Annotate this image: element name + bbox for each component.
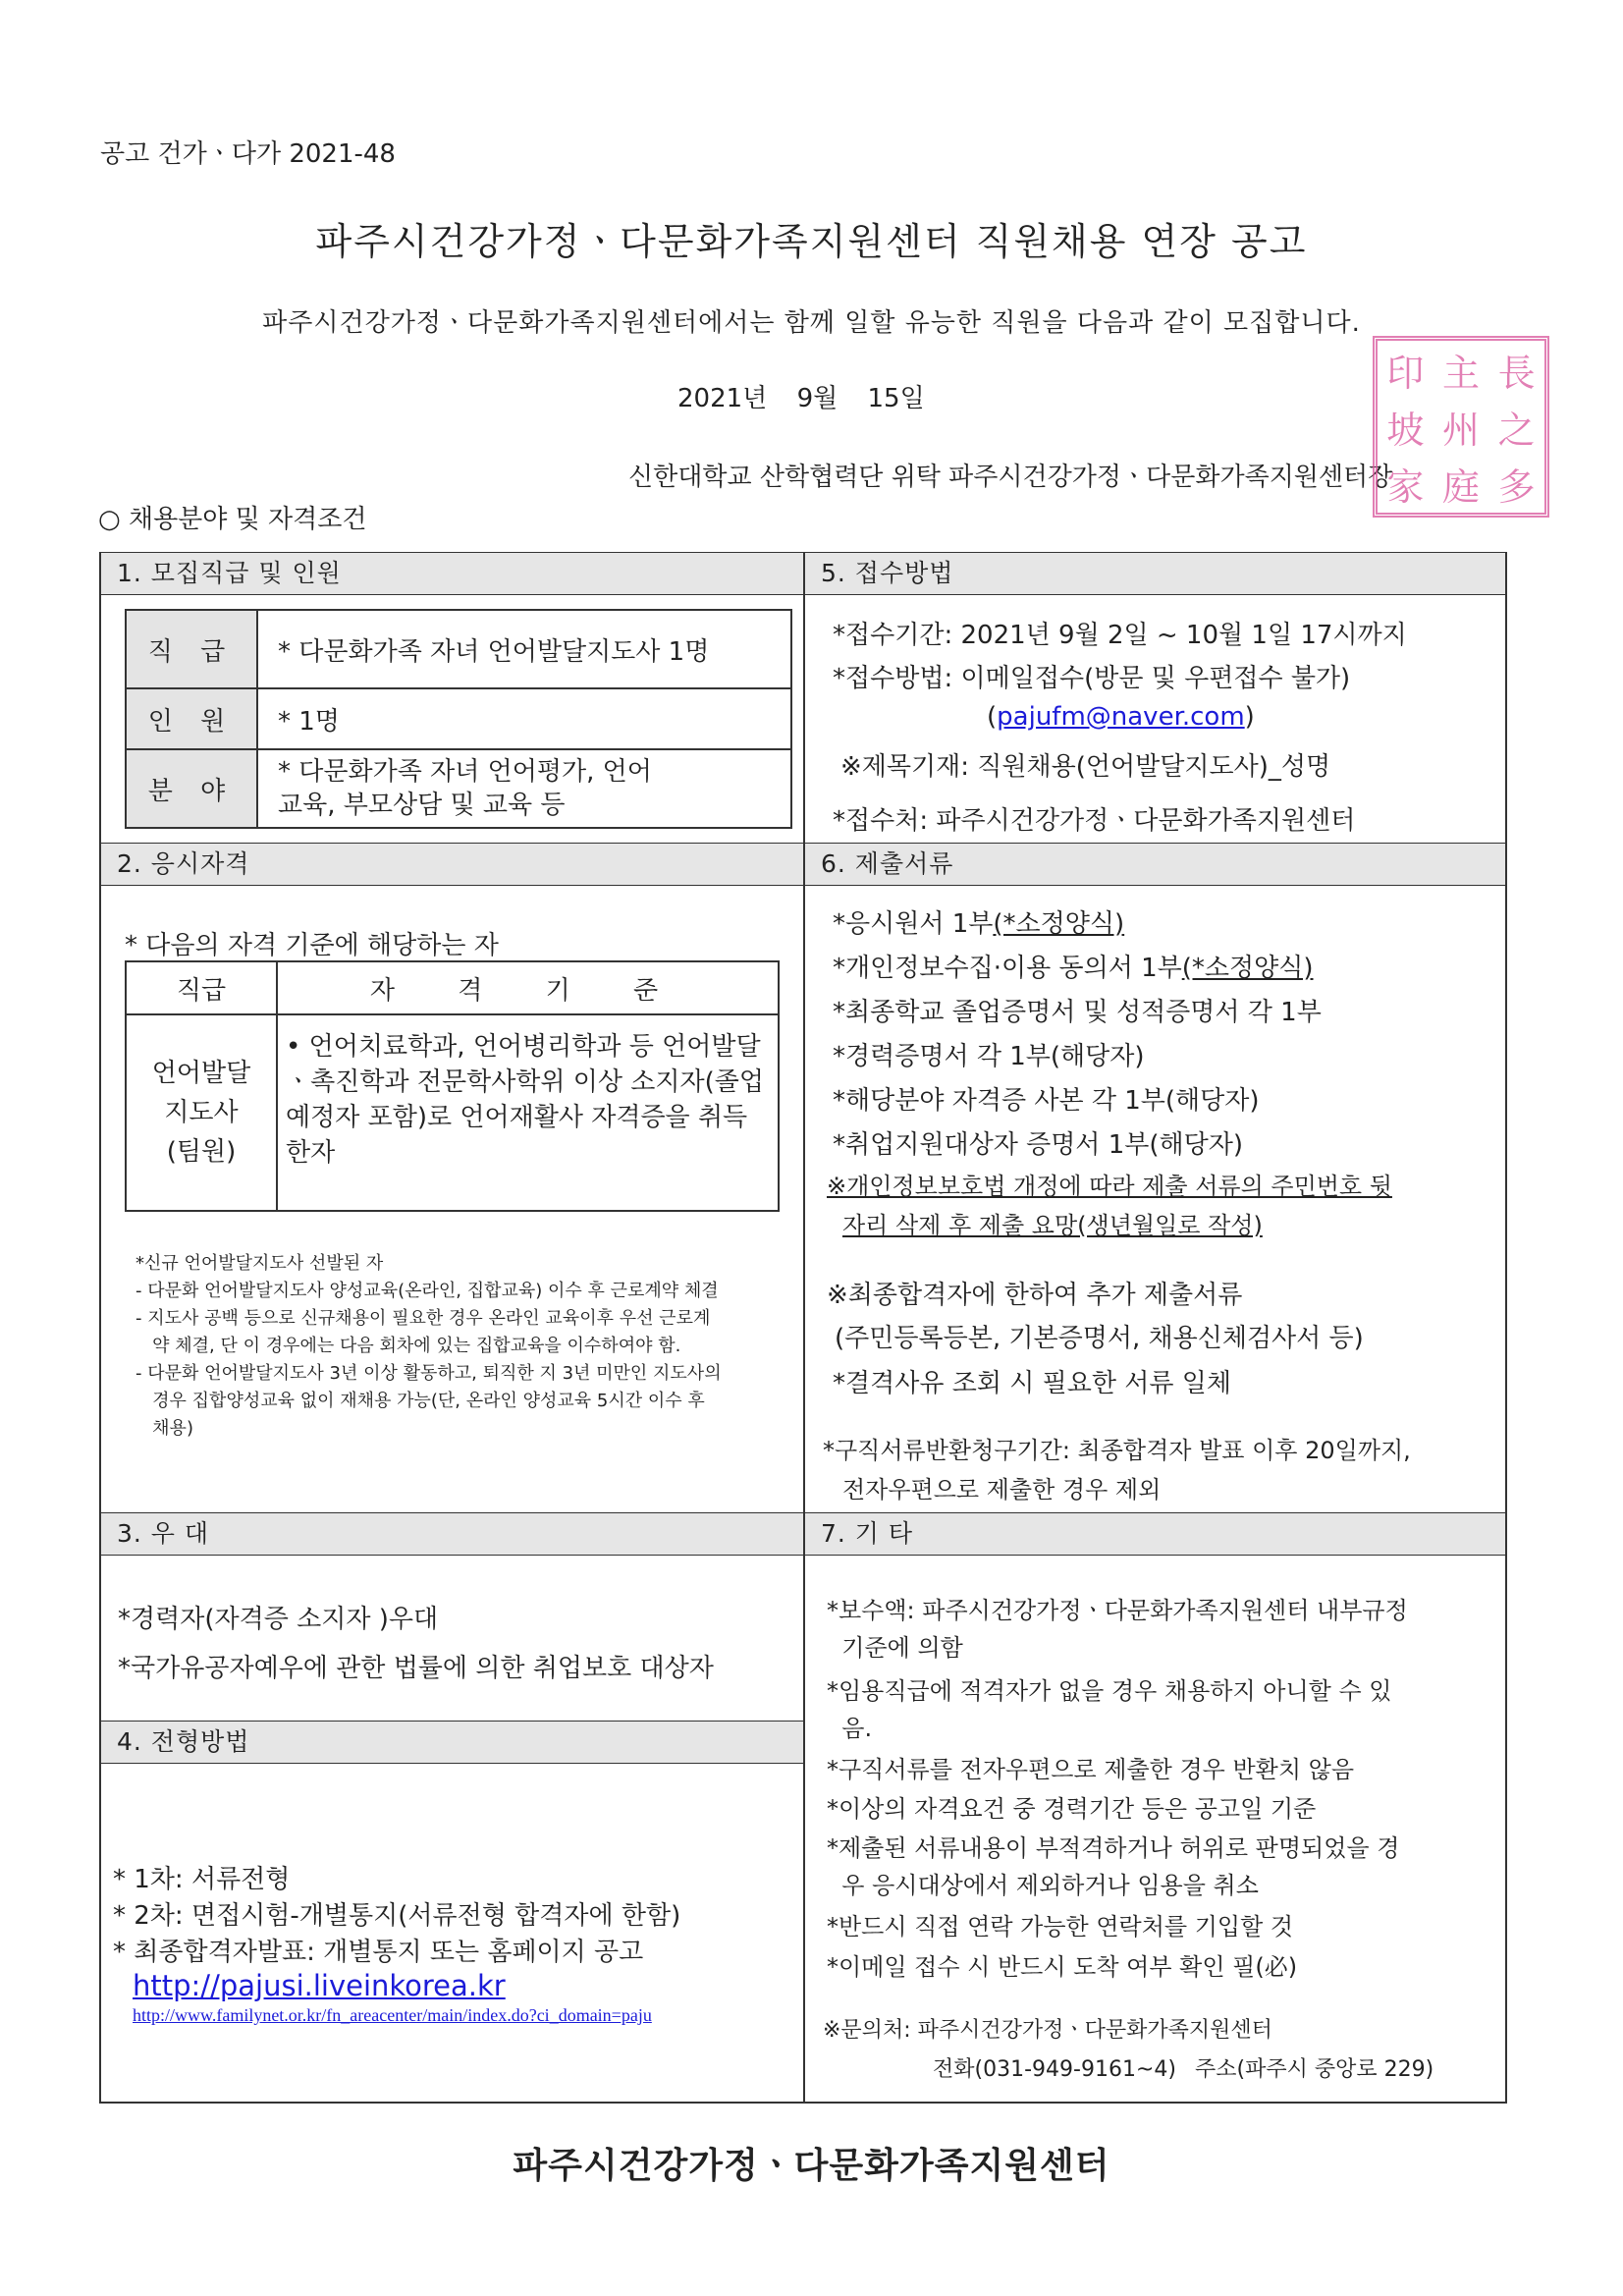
table-row (126, 688, 791, 749)
criteria-cell: • 언어치료학과, 언어병리학과 등 언어발달ㆍ촉진학과 전문학사학위 이상 소지자(졸업예정자 포함)로 언어재활사 자격증을 취득한자 (277, 1014, 779, 1211)
misc-item: *이상의 자격요건 중 경력기간 등은 공고일 기준 (827, 1795, 1317, 1823)
document-item: *해당분야 자격증 사본 각 1부(해당자) (833, 1086, 1260, 1116)
final-docs-list: (주민등록등본, 기본증명서, 채용신체검사서 등) (835, 1324, 1364, 1353)
misc-item: *구직서류를 전자우편으로 제출한 경우 반환치 않음 (827, 1756, 1355, 1783)
seal-char: 坡 (1386, 408, 1425, 452)
preference-item: *경력자(자격증 소지자 )우대 (118, 1605, 439, 1634)
notice-date (677, 378, 947, 414)
seal-char: 州 (1441, 408, 1480, 452)
official-seal-stamp (1373, 336, 1549, 518)
document-item (833, 948, 1314, 984)
date-year: 2021년 (677, 384, 768, 413)
sec5-header: 5. 접수방법 (805, 553, 1505, 594)
screening-step: * 1차: 서류전형 (113, 1865, 291, 1894)
date-month: 9월 (796, 384, 839, 413)
sec7-header: 7. 기 타 (805, 1513, 1505, 1555)
table-row (126, 610, 791, 688)
column-divider (803, 552, 805, 2104)
sec1-header: 1. 모집직급 및 인원 (101, 553, 803, 594)
notice-number: 공고 건가ㆍ다가 2021-48 (100, 139, 396, 169)
row-key: 인 원 (126, 688, 257, 749)
note-line: - 지도사 공백 등으로 신규채용이 필요한 경우 온라인 교육이후 우선 근로계 (135, 1308, 711, 1329)
application-method: *접수방법: 이메일접수(방문 및 우편접수 불가) (833, 664, 1351, 693)
seal-char: 印 (1386, 351, 1425, 395)
screening-step: * 2차: 면접시험-개별통지(서류전형 합격자에 한함) (113, 1901, 681, 1931)
misc-item: *이메일 접수 시 반드시 도착 여부 확인 필(必) (827, 1953, 1298, 1981)
return-period: *구직서류반환청구기간: 최종합격자 발표 이후 20일까지, (823, 1437, 1411, 1464)
document-item: *경력증명서 각 1부(해당자) (833, 1042, 1145, 1071)
row-value: * 다문화가족 자녀 언어발달지도사 1명 (257, 610, 791, 688)
misc-item: *임용직급에 적격자가 없을 경우 채용하지 아니할 수 있 (827, 1677, 1392, 1705)
row-value: * 다문화가족 자녀 언어평가, 언어 교육, 부모상담 및 교육 등 (257, 749, 791, 828)
homepage-link[interactable]: http://pajusi.liveinkorea.kr (133, 1969, 506, 2002)
row-key: 직 급 (126, 610, 257, 688)
final-docs-misc: *결격사유 조회 시 필요한 서류 일체 (833, 1369, 1231, 1398)
contact-address: 주소(파주시 중앙로 229) (1195, 2057, 1434, 2082)
seal-char: 庭 (1441, 465, 1480, 510)
form-note: (*소정양식) (993, 909, 1125, 939)
misc-item: *보수액: 파주시건강가정ㆍ다문화가족지원센터 내부규정 (827, 1597, 1408, 1624)
col-header-criteria: 자 격 기 준 (277, 961, 779, 1014)
seal-char: 之 (1497, 408, 1536, 452)
seal-char: 長 (1497, 351, 1536, 395)
sec3-header: 3. 우 대 (101, 1513, 803, 1555)
misc-item: *반드시 직접 연락 가능한 연락처를 기입할 것 (827, 1913, 1294, 1941)
email-link[interactable]: pajufm@naver.com (997, 702, 1245, 732)
footer-org: 파주시건강가정ㆍ다문화가족지원센터 (513, 2146, 1110, 2186)
subject-note: ※제목기재: 직원채용(언어발달지도사)_성명 (840, 752, 1331, 782)
misc-item: 음. (827, 1715, 873, 1742)
note-line: *신규 언어발달지도사 선발된 자 (135, 1253, 384, 1274)
contact-phone: 전화(031-949-9161~4) (933, 2057, 1176, 2082)
document-item: *최종학교 졸업증명서 및 성적증명서 각 1부 (833, 998, 1322, 1027)
sec6-header: 6. 제출서류 (805, 844, 1505, 885)
note-line: 채용) (135, 1418, 193, 1439)
row-key: 분 야 (126, 749, 257, 828)
form-note: (*소정양식) (1181, 954, 1314, 983)
seal-char: 主 (1441, 351, 1480, 395)
document-label: *개인정보수집·이용 동의서 1부 (833, 954, 1182, 983)
screening-step: * 최종합격자발표: 개별통지 또는 홈페이지 공고 (113, 1938, 644, 1967)
note-line: 경우 집합양성교육 없이 재채용 가능(단, 온라인 양성교육 5시간 이수 후 (135, 1391, 705, 1411)
note-line: 약 체결, 단 이 경우에는 다음 회차에 있는 집합교육을 이수하여야 함. (135, 1336, 681, 1356)
return-period: 전자우편으로 제출한 경우 제외 (842, 1476, 1162, 1503)
issuer: 신한대학교 산학협력단 위탁 파주시건강가정ㆍ다문화가족지원센터장 (628, 463, 1393, 492)
final-docs-title: ※최종합격자에 한하여 추가 제출서류 (827, 1281, 1243, 1310)
sec4-header: 4. 전형방법 (101, 1722, 803, 1763)
privacy-note: 자리 삭제 후 제출 요망(생년월일로 작성) (842, 1212, 1263, 1239)
preference-item: *국가유공자예우에 관한 법률에 의한 취업보호 대상자 (118, 1654, 714, 1683)
col-header-position: 직급 (126, 961, 277, 1014)
document-label: *응시원서 1부 (833, 909, 994, 939)
page-title: 파주시건강가정ㆍ다문화가족지원센터 직원채용 연장 공고 (315, 220, 1308, 263)
email-line: (pajufm@naver.com) (987, 702, 1255, 732)
section-title: ○ 채용분야 및 자격조건 (98, 505, 367, 534)
misc-item: 기준에 의함 (827, 1634, 963, 1662)
intro-text: 파주시건강가정ㆍ다문화가족지원센터에서는 함께 일할 유능한 직원을 다음과 같이 모집합니다. (262, 308, 1361, 338)
contact-title: ※문의처: 파주시건강가정ㆍ다문화가족지원센터 (823, 2018, 1272, 2043)
note-line: - 다문화 언어발달지도사 3년 이상 활동하고, 퇴직한 지 3년 미만인 지도사의 (135, 1363, 722, 1384)
table-header-row (126, 961, 779, 1014)
document-item (833, 903, 1124, 940)
position-cell: 언어발달 지도사 (팀원) (126, 1014, 277, 1211)
misc-item: 우 응시대상에서 제외하거나 임용을 취소 (827, 1872, 1259, 1899)
seal-char: 多 (1497, 465, 1536, 510)
recruit-table (125, 609, 792, 829)
table-row (126, 1014, 779, 1211)
note-line: - 다문화 언어발달지도사 양성교육(온라인, 집합교육) 이수 후 근로계약 체결 (135, 1281, 719, 1301)
qualification-table (125, 960, 780, 1212)
application-period: *접수기간: 2021년 9월 2일 ~ 10월 1일 17시까지 (833, 621, 1407, 650)
familynet-link[interactable]: http://www.familynet.or.kr/fn_areacenter/main/index.do?ci_domain=paju (133, 2005, 652, 2025)
date-day: 15일 (867, 384, 925, 413)
table-row (126, 749, 791, 828)
qualification-lead: * 다음의 자격 기준에 해당하는 자 (125, 931, 499, 960)
seal-char: 家 (1386, 465, 1425, 510)
misc-item: *제출된 서류내용이 부적격하거나 허위로 판명되었을 경 (827, 1834, 1400, 1862)
row-value: * 1명 (257, 688, 791, 749)
document-item: *취업지원대상자 증명서 1부(해당자) (833, 1130, 1243, 1160)
privacy-note: ※개인정보보호법 개정에 따라 제출 서류의 주민번호 뒷 (827, 1173, 1392, 1200)
application-place: *접수처: 파주시건강가정ㆍ다문화가족지원센터 (833, 806, 1356, 836)
sec2-header: 2. 응시자격 (101, 844, 803, 885)
